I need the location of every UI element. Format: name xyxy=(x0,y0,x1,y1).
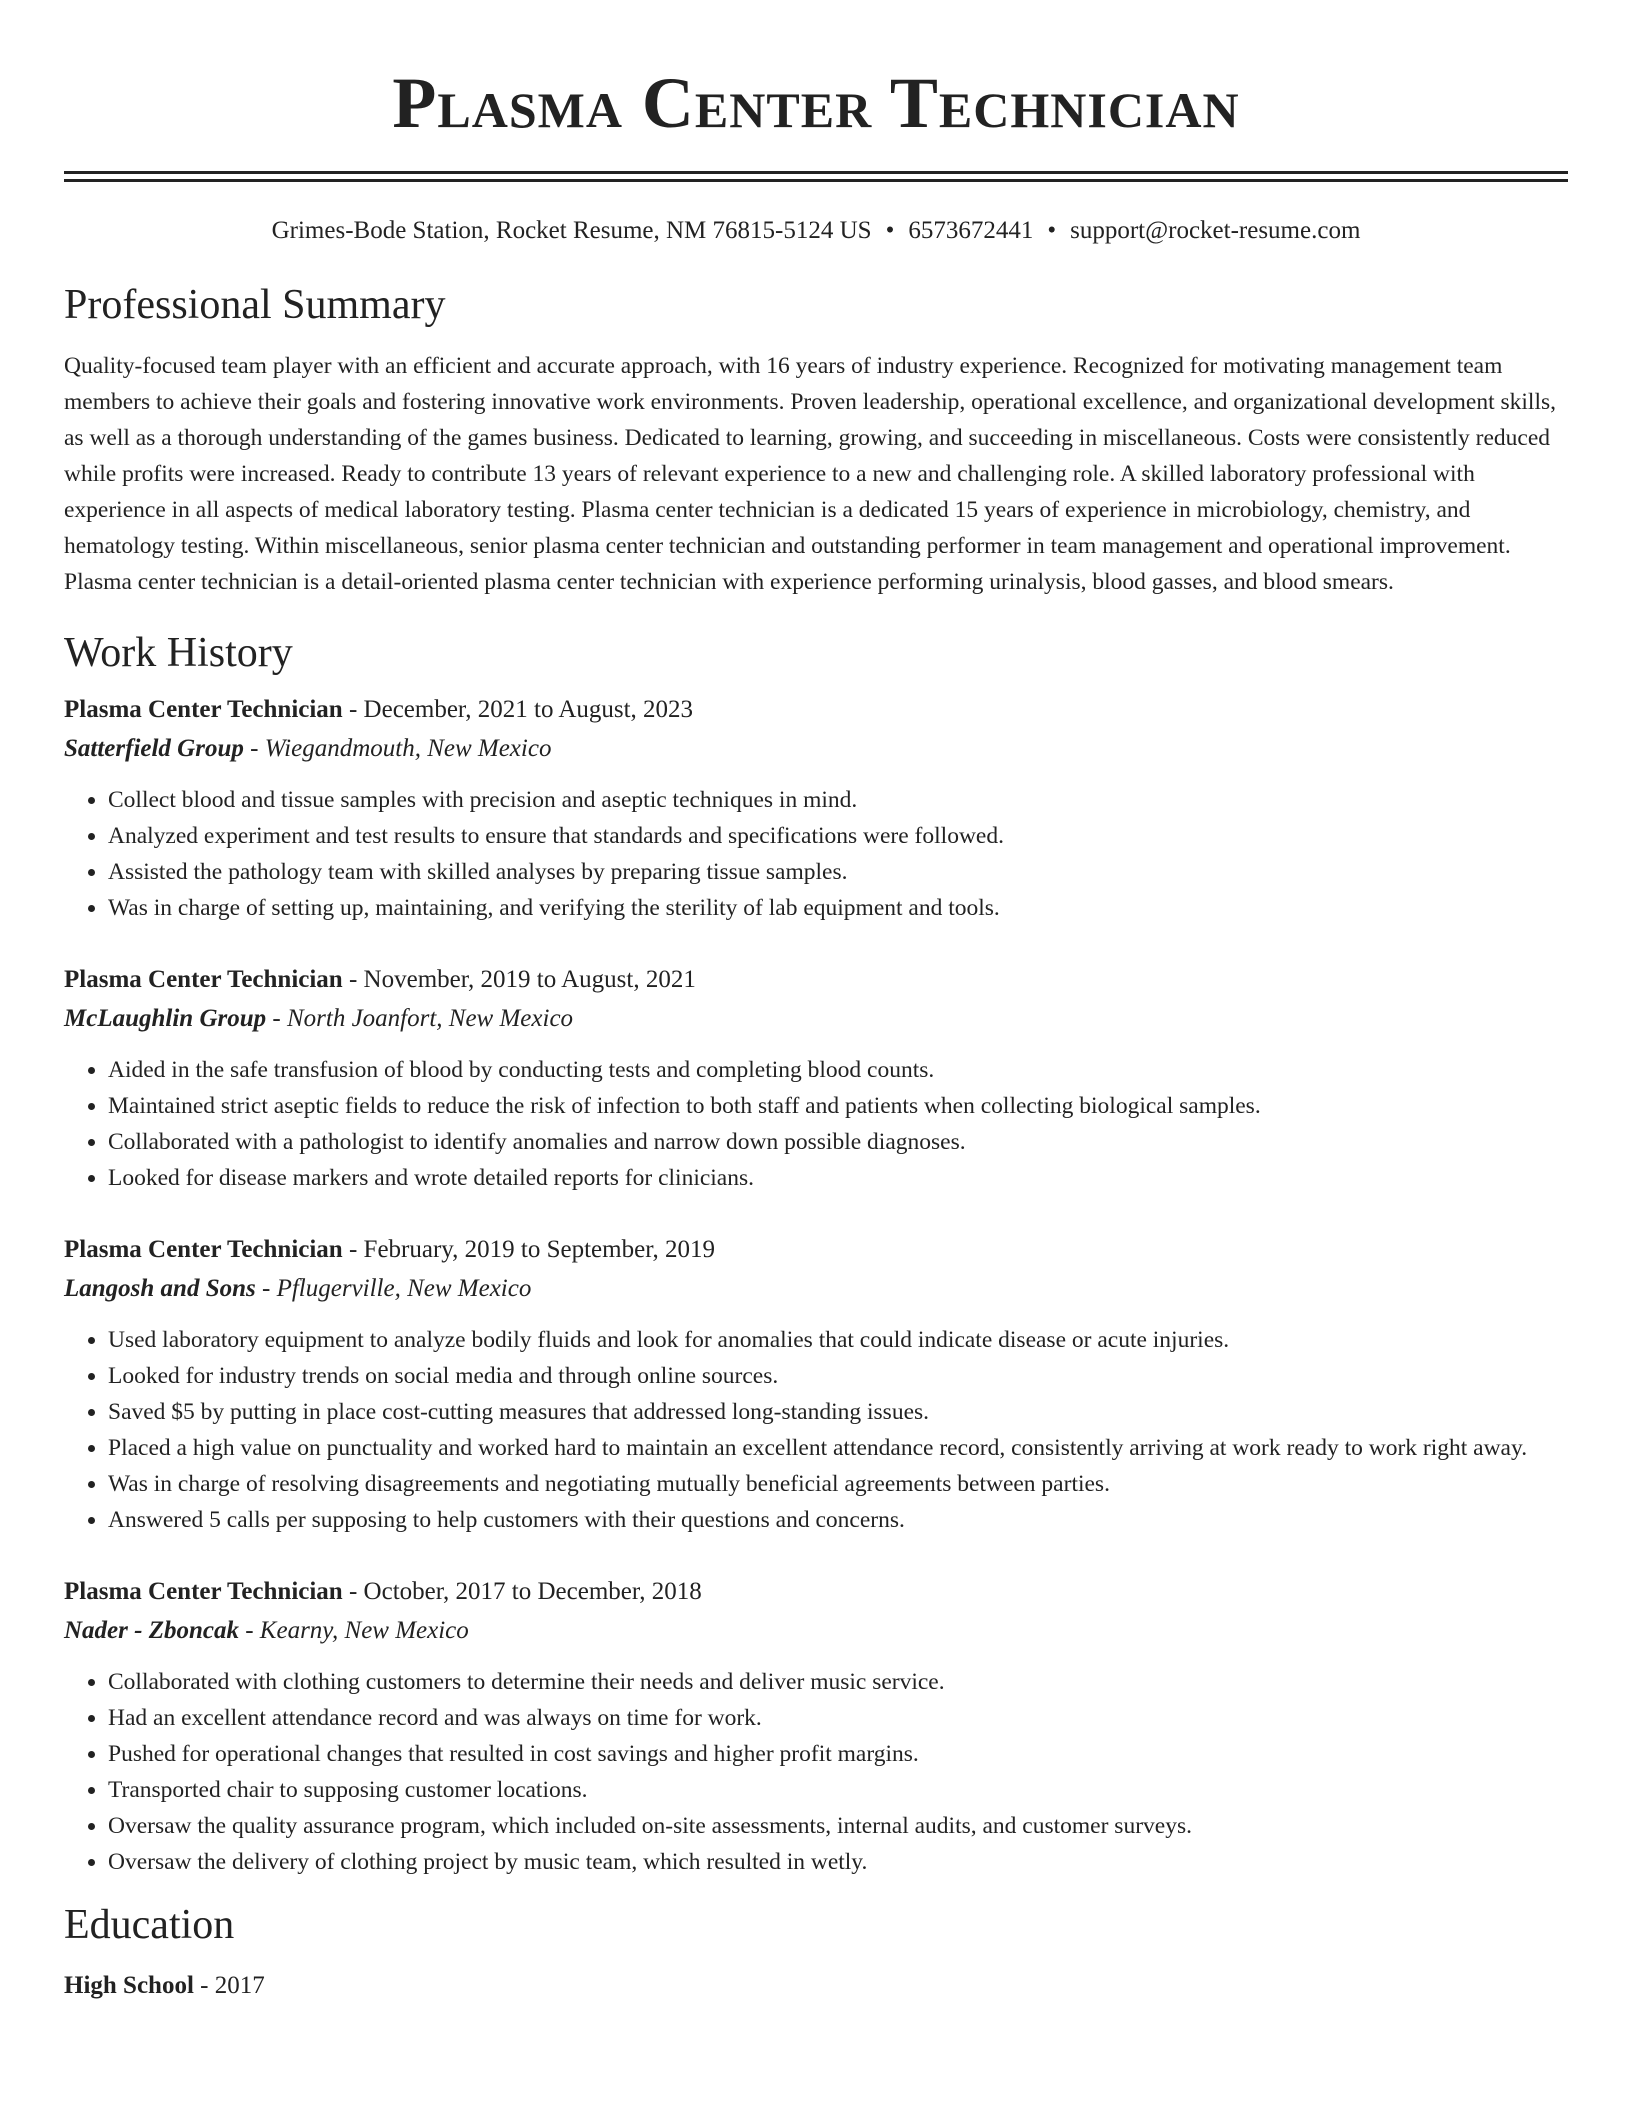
contact-separator: • xyxy=(1047,217,1057,244)
job-company: Nader - Zboncak xyxy=(64,1617,239,1644)
job-title-line xyxy=(64,1234,1568,1266)
job-role: Plasma Center Technician xyxy=(64,1578,343,1605)
job-duty: • Was in charge of resolving disagreements and negotiating mutually beneficial agreements between parties. xyxy=(108,1466,1568,1502)
summary-heading: Professional Summary xyxy=(64,282,446,328)
resume-title: Plasma Center Technician xyxy=(392,63,1240,143)
job-duty: • Pushed for operational changes that resulted in cost savings and higher profit margins. xyxy=(108,1736,1568,1772)
job-role: Plasma Center Technician xyxy=(64,1236,343,1263)
education-entry xyxy=(64,1970,1568,2002)
job-location: - North Joanfort, New Mexico xyxy=(266,1005,574,1032)
job-duty: • Used laboratory equipment to analyze bodily fluids and look for anomalies that could indicate disease or acute injuries. xyxy=(108,1322,1568,1358)
job-dates: - October, 2017 to December, 2018 xyxy=(342,1578,702,1605)
contact-line xyxy=(64,215,1568,247)
job-duty: • Had an excellent attendance record and was always on time for work. xyxy=(108,1700,1568,1736)
job-duties-list xyxy=(64,1322,1568,1538)
title-rule-bottom xyxy=(64,179,1568,182)
job-duty: • Looked for industry trends on social media and through online sources. xyxy=(108,1358,1568,1394)
job-duty: • Looked for disease markers and wrote detailed reports for clinicians. xyxy=(108,1160,1568,1196)
education-degree: High School xyxy=(64,1972,194,1999)
job-location: - Wiegandmouth, New Mexico xyxy=(243,735,552,762)
job-dates: - December, 2021 to August, 2023 xyxy=(342,696,694,723)
job-dates: - February, 2019 to September, 2019 xyxy=(342,1236,716,1263)
work-history-heading: Work History xyxy=(64,630,293,676)
job-title-line xyxy=(64,694,1568,726)
job-duty: • Saved $5 by putting in place cost-cutting measures that addressed long-standing issues. xyxy=(108,1394,1568,1430)
job-entry xyxy=(64,964,1568,1196)
job-duty: • Oversaw the quality assurance program, which included on-site assessments, internal audits, and customer surveys. xyxy=(108,1808,1568,1844)
job-duty: • Aided in the safe transfusion of blood by conducting tests and completing blood counts. xyxy=(108,1052,1568,1088)
job-location: - Kearny, New Mexico xyxy=(238,1617,469,1644)
resume-page xyxy=(64,0,1568,2002)
job-duty: • Collect blood and tissue samples with precision and aseptic techniques in mind. xyxy=(108,782,1568,818)
title-rule-top xyxy=(64,171,1568,174)
job-duty: • Oversaw the delivery of clothing project by music team, which resulted in wetly. xyxy=(108,1844,1568,1880)
education-heading: Education xyxy=(64,1902,235,1948)
contact-address: Grimes-Bode Station, Rocket Resume, NM 76815-5124 US xyxy=(271,217,872,244)
job-duty: • Answered 5 calls per supposing to help customers with their questions and concerns. xyxy=(108,1502,1568,1538)
job-role: Plasma Center Technician xyxy=(64,696,343,723)
job-duty: • Placed a high value on punctuality and worked hard to maintain an excellent attendance record, consistently arriving at work ready to work right away. xyxy=(108,1430,1568,1466)
job-entry xyxy=(64,694,1568,926)
job-location: - Pflugerville, New Mexico xyxy=(255,1275,532,1302)
job-company: Langosh and Sons xyxy=(64,1275,256,1302)
job-title-line xyxy=(64,964,1568,996)
job-duty: • Collaborated with a pathologist to identify anomalies and narrow down possible diagnoses. xyxy=(108,1124,1568,1160)
contact-separator: • xyxy=(885,217,895,244)
job-duty: • Transported chair to supposing customer locations. xyxy=(108,1772,1568,1808)
job-role: Plasma Center Technician xyxy=(64,966,343,993)
job-company-line xyxy=(64,1273,1568,1305)
contact-email: support@rocket-resume.com xyxy=(1070,217,1361,244)
job-entry xyxy=(64,1234,1568,1538)
job-company-line xyxy=(64,1615,1568,1647)
job-title-line xyxy=(64,1576,1568,1608)
job-duty: • Was in charge of setting up, maintaining, and verifying the sterility of lab equipment and tools. xyxy=(108,890,1568,926)
job-duty: • Maintained strict aseptic fields to reduce the risk of infection to both staff and patients when collecting biological samples. xyxy=(108,1088,1568,1124)
job-company: McLaughlin Group xyxy=(64,1005,267,1032)
contact-phone: 6573672441 xyxy=(908,217,1034,244)
job-duty: • Analyzed experiment and test results to ensure that standards and specifications were followed. xyxy=(108,818,1568,854)
job-entry xyxy=(64,1576,1568,1880)
job-duty: • Assisted the pathology team with skilled analyses by preparing tissue samples. xyxy=(108,854,1568,890)
job-company-line xyxy=(64,733,1568,765)
job-duty: • Collaborated with clothing customers to determine their needs and deliver music service. xyxy=(108,1664,1568,1700)
job-duties-list xyxy=(64,782,1568,926)
job-duties-list xyxy=(64,1664,1568,1880)
job-dates: - November, 2019 to August, 2021 xyxy=(342,966,696,993)
job-duties-list xyxy=(64,1052,1568,1196)
job-company-line xyxy=(64,1003,1568,1035)
job-company: Satterfield Group xyxy=(64,735,244,762)
education-year: - 2017 xyxy=(193,1972,265,1999)
summary-text: Quality-focused team player with an efficient and accurate approach, with 16 years of industry experience. Recognized for motivating management team members to achieve their goals and fostering innovative work environments. Proven leadership, operational excellence, and organizational development skills, as well as a thorough understanding of the games business. Dedicated to learning, growing, and succeeding in miscellaneous. Costs were consistently reduced while profits were increased. Ready to contribute 13 years of relevant experience to a new and challenging role. A skilled laboratory professional with experience in all aspects of medical laboratory testing. Plasma center technician is a dedicated 15 years of experience in microbiology, chemistry, and hematology testing. Within miscellaneous, senior plasma center technician and outstanding performer in team management and operational improvement. Plasma center technician is a detail-oriented plasma center technician with experience performing urinalysis, blood gasses, and blood smears. xyxy=(64,353,1557,595)
